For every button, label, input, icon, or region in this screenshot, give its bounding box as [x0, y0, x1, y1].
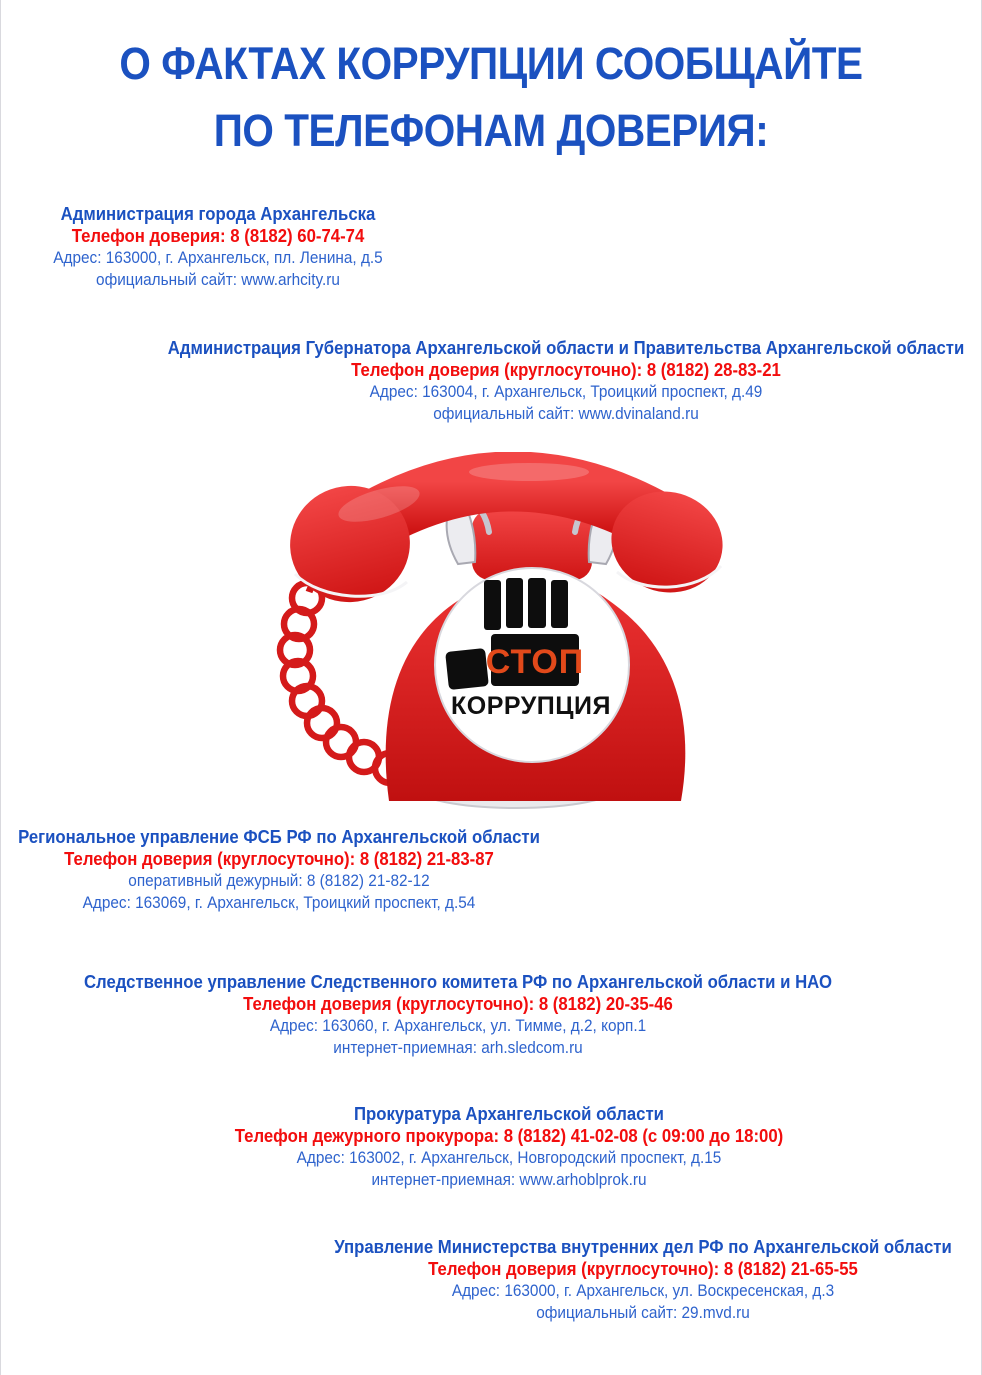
contact-block-city-administration: [0, 203, 468, 291]
address-line: Адрес: 163004, г. Архангельск, Троицкий проспект, д.49: [369, 383, 763, 401]
website-line: официальный сайт: 29.mvd.ru: [536, 1304, 750, 1322]
poster-title: [1, 30, 981, 164]
logo-stop-text: СТОП: [485, 643, 585, 681]
website-line: интернет-приемная: www.arhoblprok.ru: [371, 1171, 647, 1189]
website-line: интернет-приемная: arh.sledcom.ru: [333, 1039, 583, 1057]
hotline-number: Телефон доверия (круглосуточно): 8 (8182) 21-83-87: [64, 849, 494, 869]
hotline-number: Телефон доверия (круглосуточно): 8 (8182) 20-35-46: [243, 994, 673, 1014]
contact-block-fsb: [0, 826, 579, 914]
website-line: официальный сайт: www.dvinaland.ru: [433, 405, 699, 423]
organization-name: Следственное управление Следственного комитета РФ по Архангельской области и НАО: [83, 972, 833, 992]
red-telephone-icon: [229, 452, 753, 812]
contact-block-prosecutor: [149, 1103, 869, 1191]
stop-corruption-phone-image: [229, 452, 753, 812]
organization-name: Администрация города Архангельска: [60, 204, 376, 224]
organization-name: Администрация Губернатора Архангельской области и Правительства Архангельской области: [167, 338, 965, 358]
hotline-number: Телефон доверия: 8 (8182) 60-74-74: [71, 226, 365, 246]
address-line: Адрес: 163060, г. Архангельск, ул. Тимме, д.2, корп.1: [269, 1017, 647, 1035]
duty-officer-line: оперативный дежурный: 8 (8182) 21-82-12: [128, 872, 430, 890]
hotline-number: Телефон дежурного прокурора: 8 (8182) 41-02-08 (с 09:00 до 18:00): [234, 1126, 784, 1146]
address-line: Адрес: 163069, г. Архангельск, Троицкий проспект, д.54: [82, 894, 476, 912]
poster-title-line2: ПО ТЕЛЕФОНАМ ДОВЕРИЯ:: [213, 105, 769, 156]
website-line: официальный сайт: www.arhcity.ru: [96, 271, 340, 289]
contact-block-investigative-committee: [8, 971, 908, 1059]
logo-corruption-text: КОРРУПЦИЯ: [451, 692, 611, 720]
address-line: Адрес: 163002, г. Архангельск, Новгородский проспект, д.15: [296, 1149, 722, 1167]
address-line: Адрес: 163000, г. Архангельск, пл. Ленина, д.5: [53, 249, 383, 267]
contact-block-governor-administration: [116, 337, 982, 425]
hotline-number: Телефон доверия (круглосуточно): 8 (8182) 21-65-55: [428, 1259, 858, 1279]
contact-block-mvd: [283, 1236, 982, 1324]
organization-name: Управление Министерства внутренних дел РФ по Архангельской области: [334, 1237, 952, 1257]
organization-name: Прокуратура Архангельской области: [354, 1104, 664, 1124]
organization-name: Региональное управление ФСБ РФ по Архангельской области: [18, 827, 540, 847]
hotline-number: Телефон доверия (круглосуточно): 8 (8182) 28-83-21: [351, 360, 781, 380]
address-line: Адрес: 163000, г. Архангельск, ул. Воскресенская, д.3: [451, 1282, 835, 1300]
poster-title-line1: О ФАКТАХ КОРРУПЦИИ СООБЩАЙТЕ: [119, 38, 863, 89]
